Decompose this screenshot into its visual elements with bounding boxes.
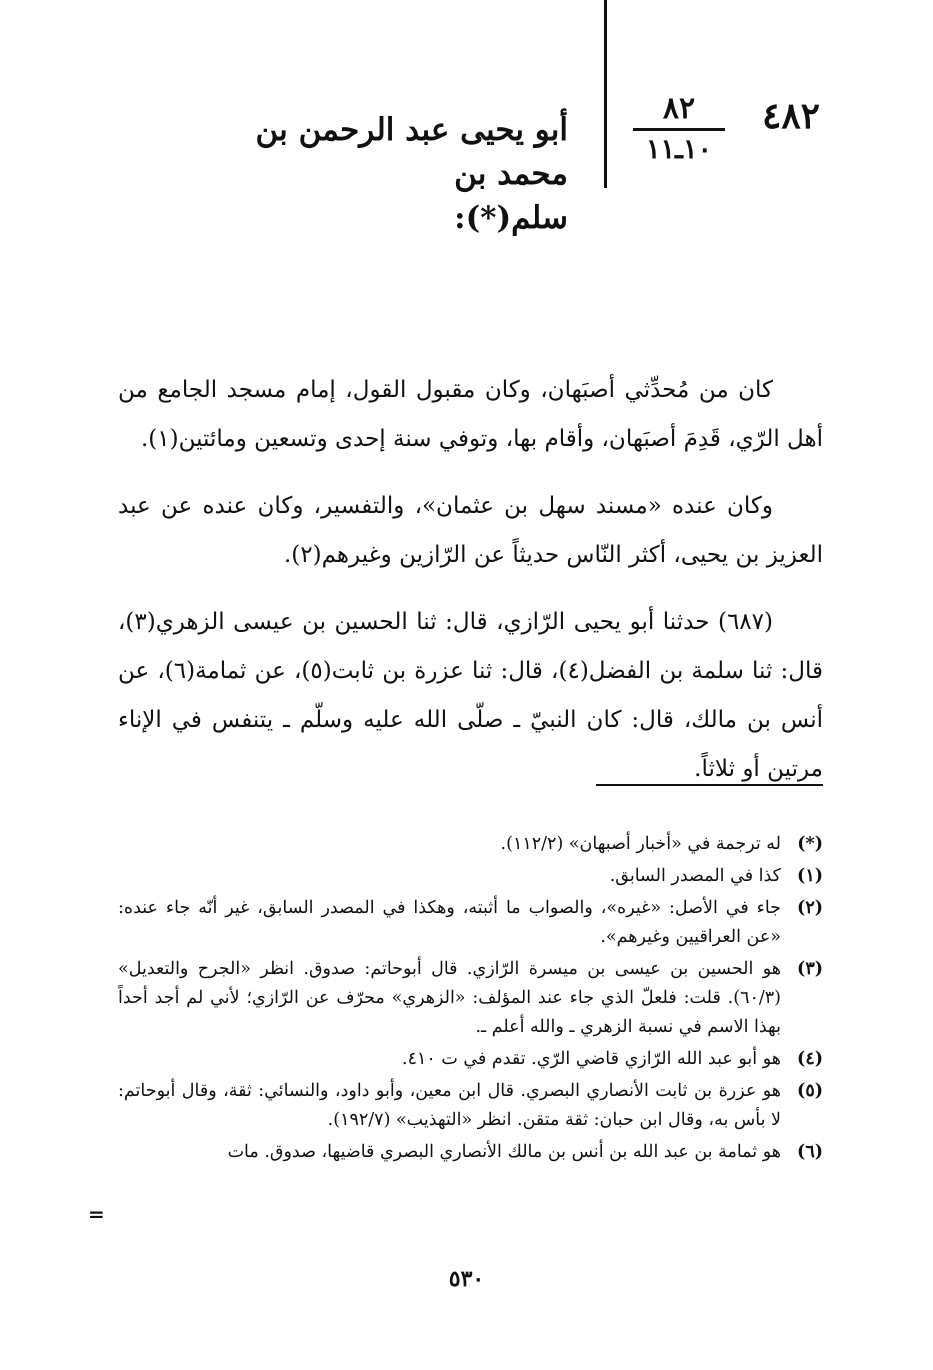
footnote-6 (118, 1138, 823, 1167)
entry-title-line-2: سلم(*): (454, 200, 568, 236)
footnote-3 (118, 955, 823, 1042)
footnote-mark: (*) (797, 834, 823, 854)
footnote-text: جاء في الأصل: «غيره»، والصواب ما أثبته، وهكذا في المصدر السابق، غير أنّه جاء عنده: «عن العراقيين وغيرهم». (118, 898, 781, 947)
footnote-text: له ترجمة في «أخبار أصبهان» (١١٢/٢). (500, 834, 781, 854)
footnote-text: كذا في المصدر السابق. (609, 866, 781, 886)
fraction-numerator: ٨٢ (662, 91, 696, 126)
source-reference-fraction (633, 92, 725, 165)
entry-title (208, 108, 568, 240)
footnote-2 (118, 894, 823, 952)
footnote-text: هو ثمامة بن عبد الله بن أنس بن مالك الأنصاري البصري قاضيها، صدوق. مات (227, 1142, 781, 1162)
footnote-1 (118, 862, 823, 891)
entry-number: ٤٨٢ (761, 95, 820, 137)
footnote-mark: (١) (797, 866, 823, 886)
main-text (118, 366, 823, 812)
footnote-mark: (٣) (797, 959, 823, 979)
footnote-5 (118, 1077, 823, 1135)
paragraph-1: كان من مُحدِّثي أصبَهان، وكان مقبول القول، إمام مسجد الجامع من أهل الرّي، قَدِمَ أصبَهان، وأقام بها، وتوفي سنة إحدى وتسعين ومائتين(١). (118, 377, 823, 452)
footnote-mark: (٦) (797, 1142, 823, 1162)
footnote-separator (596, 784, 823, 786)
continuation-mark: = (88, 1202, 105, 1226)
page-number: ٥٣٠ (448, 1266, 485, 1292)
footnote-mark: (٥) (797, 1081, 823, 1101)
footnote-mark: (٤) (797, 1049, 823, 1069)
footnote-mark: (٢) (797, 898, 823, 918)
paragraph-3-hadith: (٦٨٧) حدثنا أبو يحيى الرّازي، قال: ثنا الحسين بن عيسى الزهري(٣)، قال: ثنا سلمة بن الفضل(٤)، قال: ثنا عزرة بن ثابت(٥)، عن ثمامة(٦)، عن أنس بن مالك، قال: كان النبيّ ـ صلّى الله عليه وسلّم ـ يتنفس في الإناء مرتين أو ثلاثاً. (118, 609, 823, 782)
footnote-text: هو الحسين بن عيسى بن ميسرة الرّازي. قال أبوحاتم: صدوق. انظر «الجرح والتعديل» (٦٠/٣). قلت: فلعلّ الذي جاء عند المؤلف: «الزهري» محرّف عن الرّازي؛ لأني لم أجد أحداً بهذا الاسم في نسبة الزهري ـ والله أعلم ـ. (118, 959, 781, 1037)
footnote-text: هو أبو عبد الله الرّازي قاضي الرّي. تقدم في ت ٤١٠. (401, 1049, 781, 1069)
footnote-star (118, 830, 823, 859)
fraction-bar (633, 128, 725, 131)
entry-title-line-1: أبو يحيى عبد الرحمن بن محمد بن (255, 112, 568, 192)
footnotes (118, 830, 823, 1170)
header-divider (604, 0, 607, 188)
fraction-denominator: ١٠ـ١١ (646, 134, 712, 165)
footnote-4 (118, 1045, 823, 1074)
paragraph-2: وكان عنده «مسند سهل بن عثمان»، والتفسير، وكان عنده عن عبد العزيز بن يحيى، أكثر النّاس حديثاً عن الرّازين وغيرهم(٢). (118, 493, 823, 568)
footnote-text: هو عزرة بن ثابت الأنصاري البصري. قال ابن معين، وأبو داود، والنسائي: ثقة، وقال أبوحاتم: لا بأس به، وقال ابن حبان: ثقة متقن. انظر «التهذيب» (١٩٢/٧). (118, 1081, 781, 1130)
